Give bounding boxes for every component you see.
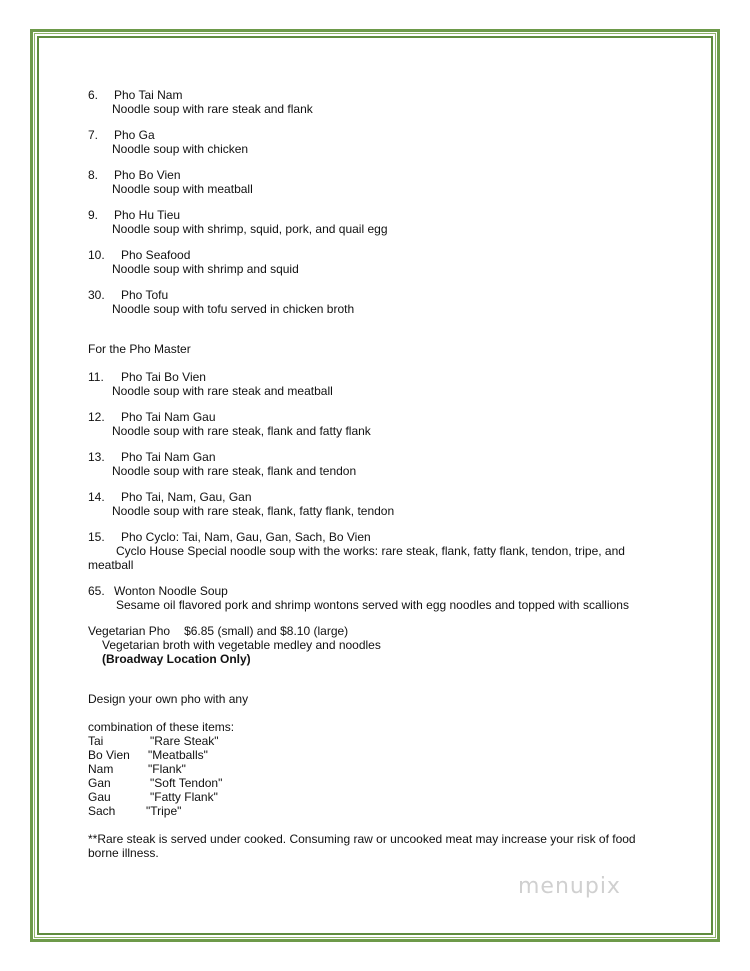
item-number: 13. <box>88 450 105 464</box>
item-description: Noodle soup with shrimp and squid <box>112 262 299 276</box>
item-description: Noodle soup with rare steak, flank and fatty flank <box>112 424 371 438</box>
footnote-line: borne illness. <box>88 846 159 860</box>
item-description: Noodle soup with rare steak and meatball <box>112 384 333 398</box>
item-description-continued: meatball <box>88 558 134 572</box>
item-number: 15. <box>88 530 105 544</box>
item-name: Pho Ga <box>114 128 155 142</box>
combo-code: Bo Vien <box>88 748 130 762</box>
item-name: Pho Seafood <box>121 248 191 262</box>
item-description: Noodle soup with rare steak and flank <box>112 102 313 116</box>
item-description: Noodle soup with chicken <box>112 142 249 156</box>
menu-item <box>88 490 668 518</box>
item-name: Wonton Noodle Soup <box>114 584 228 598</box>
item-description: Vegetarian broth with vegetable medley and noodles <box>102 638 381 652</box>
item-number: 14. <box>88 490 105 504</box>
combo-meaning: "Meatballs" <box>148 748 208 762</box>
menu-item <box>88 288 668 316</box>
combination-row <box>88 804 222 818</box>
item-description: Noodle soup with meatball <box>112 182 253 196</box>
item-number: 11. <box>88 370 104 384</box>
menu-item <box>88 248 668 276</box>
menu-item <box>88 168 668 196</box>
item-number: 7. <box>88 128 99 142</box>
combo-meaning: "Rare Steak" <box>150 734 219 748</box>
menu-item <box>88 208 668 236</box>
item-description: Noodle soup with rare steak, flank, fatty flank, tendon <box>112 504 395 518</box>
item-name: Pho Cyclo: Tai, Nam, Gau, Gan, Sach, Bo Vien <box>121 530 371 544</box>
item-description: Noodle soup with shrimp, squid, pork, and quail egg <box>112 222 388 236</box>
combination-table <box>88 734 222 818</box>
combination-row <box>88 762 222 776</box>
menu-item <box>88 128 668 156</box>
item-number: 12. <box>88 410 105 424</box>
combo-code: Sach <box>88 804 116 818</box>
master-list <box>88 370 668 666</box>
watermark-logo: menupix <box>518 874 621 899</box>
design-your-own: Design your own pho with any <box>88 692 249 706</box>
item-name: Pho Tai Nam <box>114 88 183 102</box>
menu-item <box>88 450 668 478</box>
combo-code: Tai <box>88 734 104 748</box>
combination-row <box>88 734 222 748</box>
menu-item-vegetarian <box>88 624 668 666</box>
item-name: Pho Hu Tieu <box>114 208 181 222</box>
menu-item <box>88 410 668 438</box>
combo-meaning: "Tripe" <box>146 804 182 818</box>
menu-list <box>88 88 668 316</box>
item-description: Noodle soup with tofu served in chicken broth <box>112 302 355 316</box>
item-number: 9. <box>88 208 99 222</box>
combination-row <box>88 776 222 790</box>
item-number: 65. <box>88 584 105 598</box>
combo-code: Nam <box>88 762 114 776</box>
item-number: 6. <box>88 88 99 102</box>
item-name: Pho Tai Bo Vien <box>121 370 206 384</box>
combo-meaning: "Fatty Flank" <box>150 790 218 804</box>
item-name: Pho Tai Nam Gau <box>121 410 216 424</box>
item-name: Pho Tai, Nam, Gau, Gan <box>121 490 252 504</box>
combination-row <box>88 748 222 762</box>
menu-item <box>88 370 668 398</box>
item-name: Pho Tofu <box>121 288 169 302</box>
footnote-line: **Rare steak is served under cooked. Consuming raw or uncooked meat may increase your risk of food <box>88 832 636 846</box>
combination-row <box>88 790 222 804</box>
section-title: For the Pho Master <box>88 342 191 356</box>
item-description: Noodle soup with rare steak, flank and tendon <box>112 464 357 478</box>
item-price: $6.85 (small) and $8.10 (large) <box>184 624 349 638</box>
item-name: Vegetarian Pho <box>88 624 171 638</box>
combo-meaning: "Flank" <box>148 762 186 776</box>
menu-item-cyclo <box>88 530 668 572</box>
item-name: Pho Tai Nam Gan <box>121 450 216 464</box>
menu-item-wonton <box>88 584 668 612</box>
combo-code: Gan <box>88 776 111 790</box>
item-description: Cyclo House Special noodle soup with the works: rare steak, flank, fatty flank, tendon, tripe, and <box>116 544 625 558</box>
item-number: 30. <box>88 288 105 302</box>
item-number: 8. <box>88 168 99 182</box>
menu-content <box>88 88 668 860</box>
combo-code: Gau <box>88 790 111 804</box>
item-name: Pho Bo Vien <box>114 168 181 182</box>
location-note: (Broadway Location Only) <box>102 652 251 666</box>
combination-list <box>88 720 668 818</box>
footnote <box>88 832 668 860</box>
combo-meaning: "Soft Tendon" <box>150 776 223 790</box>
menu-item <box>88 88 668 116</box>
item-description: Sesame oil flavored pork and shrimp wontons served with egg noodles and topped with scallions <box>116 598 629 612</box>
item-number: 10. <box>88 248 105 262</box>
combination-title: combination of these items: <box>88 720 235 734</box>
